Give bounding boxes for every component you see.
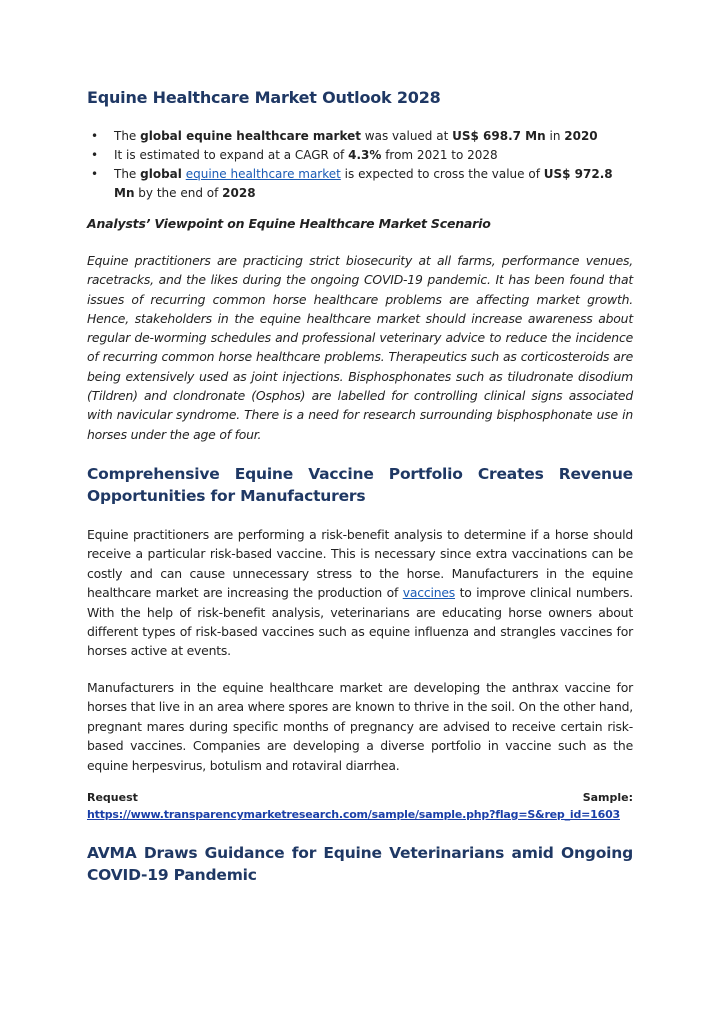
bold-text: US$ 972.8 Mn [114, 167, 613, 200]
request-label: Request [87, 791, 138, 804]
text: The [114, 129, 141, 143]
analysts-heading: Analysts’ Viewpoint on Equine Healthcare Market Scenario [87, 216, 491, 231]
heading-line: Comprehensive Equine Vaccine Portfolio Creates Revenue [87, 465, 633, 483]
section-heading-avma [87, 842, 633, 886]
page-title: Equine Healthcare Market Outlook 2028 [87, 88, 441, 107]
text: in [545, 129, 565, 143]
heading-line: Opportunities for Manufacturers [87, 487, 366, 505]
bold-text: 2028 [222, 186, 256, 200]
bold-text: global [140, 167, 182, 181]
bullet-icon: • [91, 167, 99, 181]
bold-text: 4.3% [348, 148, 382, 162]
sample-label: Sample: [582, 791, 633, 804]
key-facts-list [87, 127, 633, 203]
bullet-icon: • [91, 129, 99, 143]
text: from 2021 to 2028 [381, 148, 498, 162]
list-item [87, 127, 633, 146]
text: It is estimated to expand at a CAGR of [114, 148, 349, 162]
section-heading-vaccine-portfolio [87, 463, 633, 507]
list-item [87, 165, 633, 203]
text: by the end of [134, 186, 223, 200]
text: is expected to cross the value of [340, 167, 544, 181]
request-sample [87, 789, 633, 823]
bold-text: US$ 698.7 Mn [452, 129, 546, 143]
bold-text: 2020 [564, 129, 598, 143]
list-item [87, 146, 633, 165]
vaccine-paragraph-1 [87, 525, 633, 661]
heading-line: COVID-19 Pandemic [87, 866, 257, 884]
sample-url-link[interactable]: https://www.transparencymarketresearch.com/sample/sample.php?flag=S&rep_id=1603 [87, 808, 620, 821]
bullet-icon: • [91, 148, 99, 162]
vaccine-paragraph-2: Manufacturers in the equine healthcare market are developing the anthrax vaccine for horses that live in an area where spores are known to thrive in the soil. On the other hand, pregnant mares during specific months of pregnancy are advised to receive certain risk-based vaccines. Companies are developing a diverse portfolio in vaccine such as the equine herpesvirus, botulism and rotaviral diarrhea. [87, 680, 633, 773]
heading-line: AVMA Draws Guidance for Equine Veterinarians amid Ongoing [87, 844, 633, 862]
analysts-paragraph: Equine practitioners are practicing strict biosecurity at all farms, performance venues, racetracks, and the likes during the ongoing COVID-19 pandemic. It has been found that issues of recurring common horse healthcare problems are affecting market growth. Hence, stakeholders in the equine healthcare market should increase awareness about regular de-worming schedules and professional veterinary advice to reduce the incidence of recurring common horse healthcare problems. Therapeutics such as corticosteroids are being extensively used as joint injections. Bisphosphonates such as tiludronate disodium (Tildren) and clondronate (Osphos) are labelled for controlling clinical signs associated with navicular syndrome. There is a need for research surrounding bisphosphonate use in horses under the age of four. [87, 253, 633, 442]
text: Equine practitioners are performing a risk-benefit analysis to determine if a horse should receive a particular risk-based vaccine. This is necessary since extra vaccinations can be costly and can cause unnecessary stress to the horse. Manufacturers in the equine healthcare market are increasing the production of [87, 527, 633, 601]
text: was valued at [360, 129, 453, 143]
vaccines-link[interactable]: vaccines [402, 585, 456, 601]
text: to improve clinical numbers. With the help of risk-benefit analysis, veterinarians are educating horse owners about different types of risk-based vaccines such as equine influenza and strangles vaccines for horses active at events. [87, 585, 633, 659]
equine-healthcare-market-link[interactable]: equine healthcare market [185, 167, 341, 181]
bold-text: global equine healthcare market [140, 129, 361, 143]
text: The [114, 167, 141, 181]
